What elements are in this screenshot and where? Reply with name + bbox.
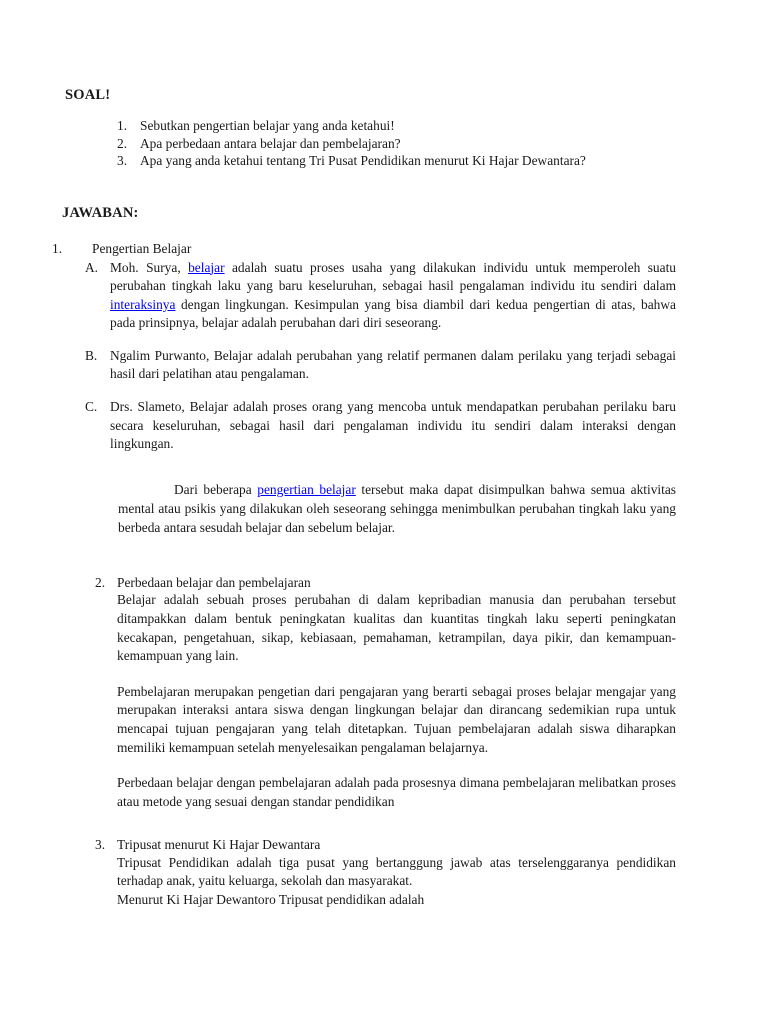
- question-number-3: 3.: [117, 153, 128, 168]
- answer-1-number: 1.: [52, 241, 63, 256]
- answer-1-text-c: Drs. Slameto, Belajar adalah proses orang yang mencoba untuk mendapatkan perubahan perilaku baru secara keseluruhan, sebagai hasil dari pengalaman individu itu sendiri dalam interaksi dengan lingkungan.: [110, 399, 676, 452]
- question-text-1: Sebutkan pengertian belajar yang anda ketahui!: [140, 118, 395, 133]
- answer-1: [0, 240, 768, 258]
- question-item-3: [117, 152, 677, 170]
- answer-3-number: 3.: [95, 837, 106, 853]
- answer-2-inner: [95, 574, 676, 811]
- answer-2-number: 2.: [95, 574, 106, 590]
- answer-1-item-b: [85, 347, 676, 384]
- soal-heading: SOAL!: [65, 87, 111, 103]
- answer-3-inner: [95, 836, 676, 909]
- answer-1-letter-a: A.: [85, 259, 99, 275]
- answer-3-paragraph-1: Tripusat Pendidikan adalah tiga pusat yang bertanggung jawab atas terselenggaranya pendidikan terhadap anak, yaitu keluarga, sekolah dan masyarakat.: [117, 854, 676, 889]
- question-number-1: 1.: [117, 118, 128, 133]
- answer-1-letter-b: B.: [85, 347, 98, 363]
- answer-2: [95, 574, 676, 811]
- answer-3-title: Tripusat menurut Ki Hajar Dewantara: [117, 837, 321, 853]
- answer-2-paragraph-3: Perbedaan belajar dengan pembelajaran adalah pada prosesnya dimana pembelajaran melibatkan proses atau metode yang sesuai dengan standar pendidikan: [117, 775, 676, 809]
- answer-1-sub-list: [0, 259, 768, 454]
- answer-1-text-a-part2: adalah suatu proses usaha yang dilakukan individu untuk memperoleh suatu perubahan tingkah laku yang baru keseluruhan, sebagai hasil pengalaman individu itu sendiri dalam: [110, 259, 676, 294]
- question-text-3: Apa yang anda ketahui tentang Tri Pusat Pendidikan menurut Ki Hajar Dewantara?: [140, 153, 586, 168]
- answer-2-title: Perbedaan belajar dan pembelajaran: [117, 574, 311, 590]
- conclusion-part2: tersebut maka dapat disimpulkan bahwa semua aktivitas mental atau psikis yang dilakukan oleh seseorang sehingga menimbulkan perubahan tingkah laku yang berbeda antara sesudah belajar dan sebelum belajar.: [118, 481, 676, 535]
- jawaban-heading: JAWABAN:: [62, 205, 139, 221]
- answer-2-paragraph-2: Pembelajaran merupakan pengetian dari pengajaran yang berarti sebagai proses belajar mengajar yang merupakan interaksi antara siswa dengan lingkungan belajar dan dirancang sedemikian rupa untuk mencapai tujuan pengajaran yang telah ditetapkan. Tujuan pembelajaran adalah siswa diharapkan memiliki kemampuan setelah menyelesaikan pengalaman belajarnya.: [117, 683, 676, 755]
- answer-1-title: Pengertian Belajar: [92, 241, 192, 256]
- answer-3-paragraph-2: Menurut Ki Hajar Dewantoro Tripusat pendidikan adalah: [117, 891, 425, 907]
- question-list: [117, 117, 677, 170]
- interaksinya-link[interactable]: interaksinya: [110, 296, 176, 312]
- answers-body: [0, 240, 768, 910]
- pengertian-belajar-link[interactable]: pengertian belajar: [257, 481, 356, 497]
- belajar-link[interactable]: belajar: [188, 259, 225, 275]
- answer-1-text-a-part3: dengan lingkungan. Kesimpulan yang bisa diambil dari kedua pengertian di atas, bahwa pada prinsipnya, belajar adalah perubahan dari diri seseorang.: [110, 296, 676, 331]
- answer-1-item-c: [85, 398, 676, 454]
- answer-2-paragraph-1: Belajar adalah sebuah proses perubahan di dalam kepribadian manusia dan perubahan tersebut ditampakkan dalam bentuk peningkatan kualitas dan kuantitas tingkah laku seperti peningkatan kecakapan, pengetahuan, sikap, kebiasaan, pemahaman, ketrampilan, daya pikir, dan kemampuan-kemampuan yang lain.: [117, 592, 676, 664]
- answer-1-text-b: Ngalim Purwanto, Belajar adalah perubahan yang relatif permanen dalam perilaku yang terjadi sebagai hasil dari pelatihan atau pengalaman.: [110, 347, 676, 382]
- conclusion-part1: Dari beberapa: [174, 481, 258, 497]
- answer-1-conclusion: [118, 480, 676, 537]
- question-item-2: [117, 135, 677, 153]
- answer-1-item-a: [85, 259, 676, 333]
- answer-3: [95, 836, 676, 909]
- question-text-2: Apa perbedaan antara belajar dan pembelajaran?: [140, 135, 401, 151]
- question-item-1: [117, 117, 677, 135]
- answer-1-letter-c: C.: [85, 399, 98, 415]
- question-number-2: 2.: [117, 135, 128, 151]
- answer-1-text-a-part1: Moh. Surya,: [110, 259, 189, 275]
